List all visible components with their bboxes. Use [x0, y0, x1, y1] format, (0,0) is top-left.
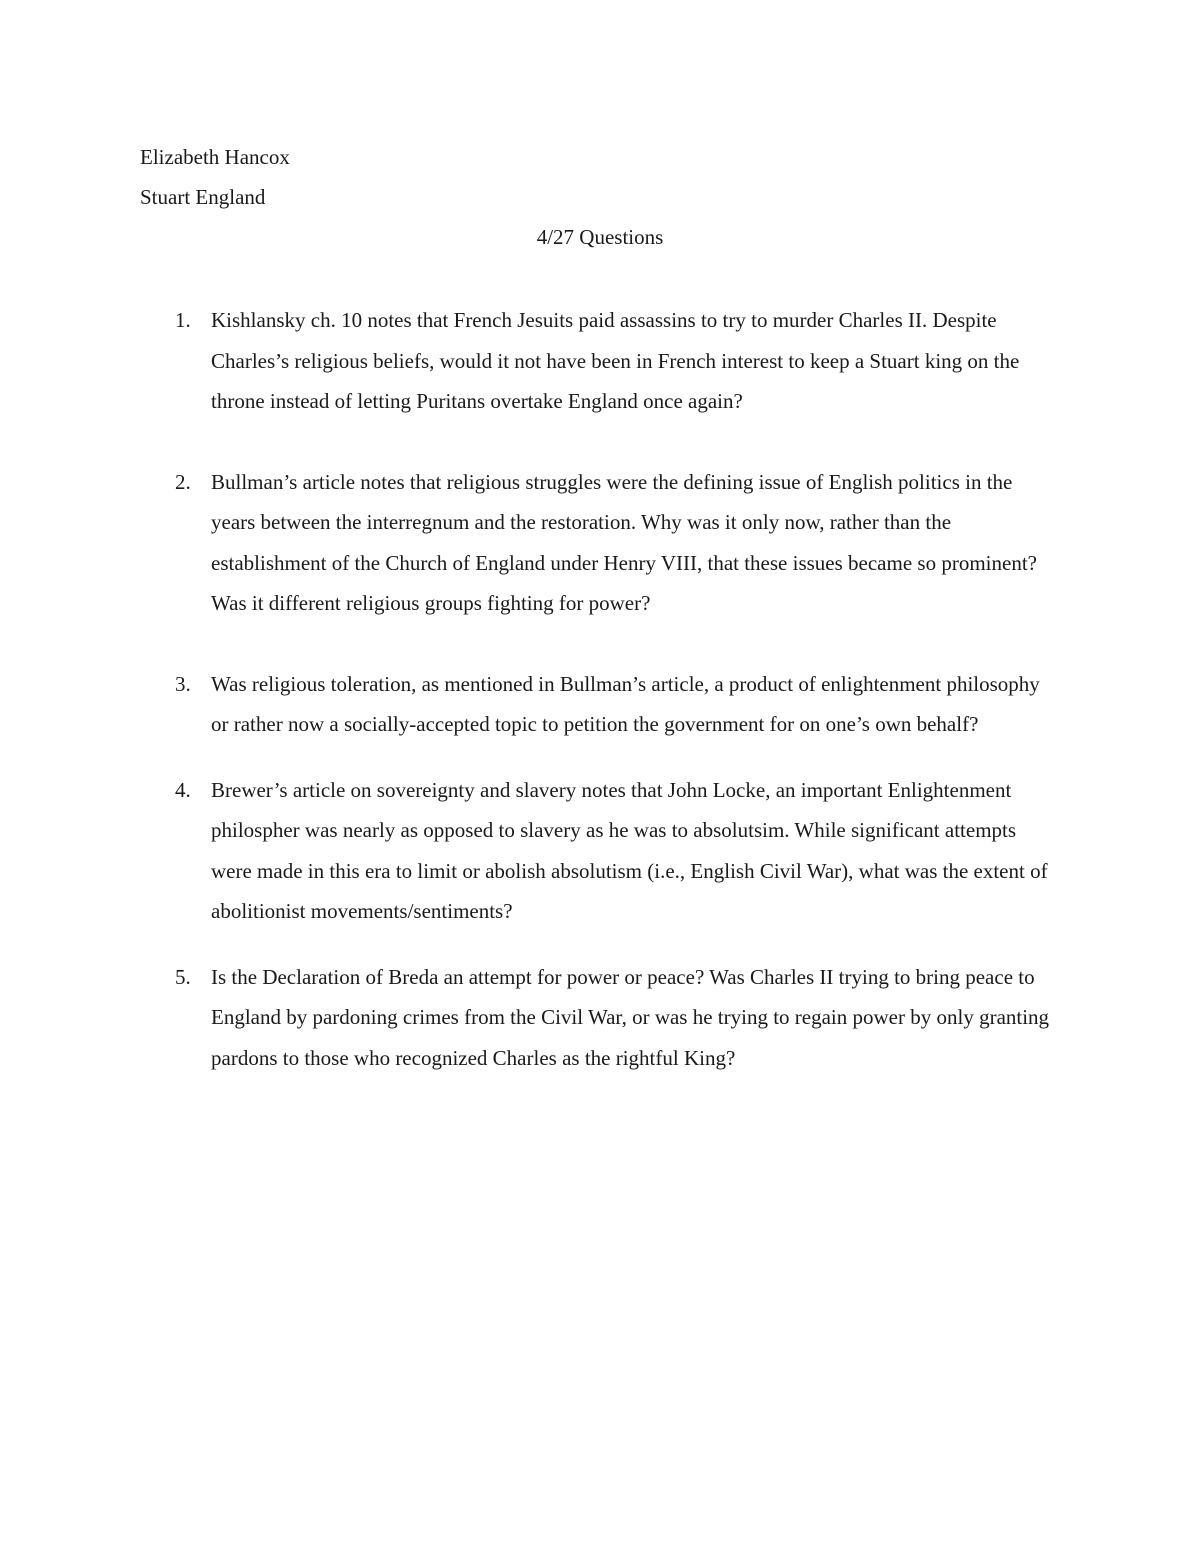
question-item-1 — [140, 300, 1060, 422]
question-text: Was religious toleration, as mentioned in Bullman’s article, a product of enlightenment philosophy or rather now a socially-accepted topic to petition the government for on one’s own behalf? — [211, 671, 1040, 736]
question-text: Is the Declaration of Breda an attempt for power or peace? Was Charles II trying to bring peace to England by pardoning crimes from the Civil War, or was he trying to regain power by only granting pardons to those who recognized Charles as the rightful King? — [211, 964, 1050, 1070]
question-item-4 — [140, 770, 1060, 932]
question-number: 1. — [175, 308, 191, 332]
author-name: Elizabeth Hancox — [140, 145, 290, 169]
question-text: Kishlansky ch. 10 notes that French Jesuits paid assassins to try to murder Charles II. Despite Charles’s religious beliefs, would it not have been in French interest to keep a Stuart king on the throne instead of letting Puritans overtake England once again? — [211, 308, 1020, 413]
course-name: Stuart England — [140, 185, 266, 209]
question-item-2 — [140, 462, 1060, 624]
question-list — [140, 300, 1060, 1078]
document-title: 4/27 Questions — [536, 225, 664, 249]
question-item-5 — [140, 957, 1060, 1079]
question-number: 5. — [175, 964, 191, 989]
question-number: 3. — [175, 671, 191, 696]
question-number: 4. — [175, 777, 191, 802]
question-text: Brewer’s article on sovereignty and slavery notes that John Locke, an important Enlightenment philospher was nearly as opposed to slavery as he was to absolutsim. While significant attempts were made in this era to limit or abolish absolutism (i.e., English Civil War), what was the extent of abolitionist movements/sentiments? — [211, 777, 1048, 923]
question-number: 2. — [175, 469, 191, 494]
question-item-3 — [140, 664, 1060, 745]
question-text: Bullman’s article notes that religious struggles were the defining issue of English politics in the years between the interregnum and the restoration. Why was it only now, rather than the establishment of the Church of England under Henry VIII, that these issues became so prominent? Was it different religious groups fighting for power? — [211, 469, 1037, 615]
